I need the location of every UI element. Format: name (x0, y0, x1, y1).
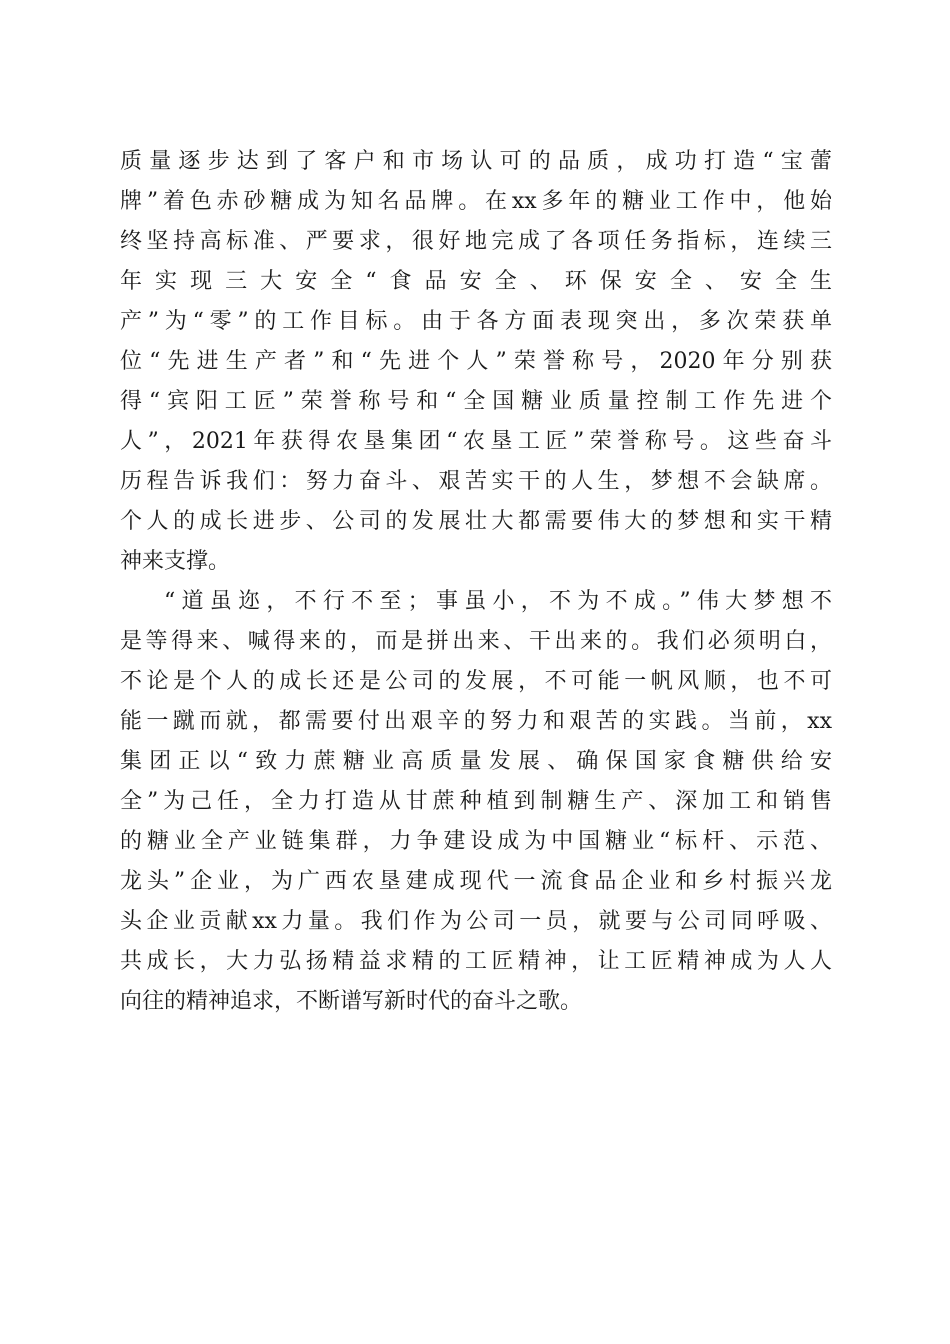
text-line: 不论是个人的成长还是公司的发展，不可能一帆风顺，也不可 (120, 669, 832, 694)
text-line: “道虽迩，不行不至；事虽小，不为不成。”伟大梦想不 (164, 589, 832, 614)
text-line: 产”为“零”的工作目标。由于各方面表现突出，多次荣获单 (120, 309, 832, 334)
text-line: 共成长，大力弘扬精益求精的工匠精神，让工匠精神成为人人 (120, 949, 832, 974)
text-line: 终坚持高标准、严要求，很好地完成了各项任务指标，连续三 (120, 229, 832, 254)
paragraph-1 (120, 142, 832, 582)
text-line: 年实现三大安全“食品安全、环保安全、安全生 (120, 269, 832, 294)
text-line: 位“先进生产者”和“先进个人”荣誉称号，2020年分别获 (120, 349, 832, 374)
text-line: 头企业贡献xx力量。我们作为公司一员，就要与公司同呼吸、 (120, 909, 832, 934)
text-line: 龙头”企业，为广西农垦建成现代一流食品企业和乡村振兴龙 (120, 869, 832, 894)
text-line: 是等得来、喊得来的，而是拼出来、干出来的。我们必须明白， (120, 629, 832, 654)
text-line: 质量逐步达到了客户和市场认可的品质，成功打造“宝蕾 (120, 149, 832, 174)
text-line: 历程告诉我们：努力奋斗、艰苦实干的人生，梦想不会缺席。 (120, 469, 832, 494)
text-line: 集团正以“致力蔗糖业高质量发展、确保国家食糖供给安 (120, 749, 832, 774)
body-text (120, 142, 832, 1022)
text-line: 的糖业全产业链集群，力争建设成为中国糖业“标杆、示范、 (120, 829, 832, 854)
text-line: 人”，2021年获得农垦集团“农垦工匠”荣誉称号。这些奋斗 (120, 429, 832, 454)
paragraph-2 (120, 582, 832, 1022)
text-line: 能一蹴而就，都需要付出艰辛的努力和艰苦的实践。当前，xx (120, 709, 832, 734)
text-line: 得“宾阳工匠”荣誉称号和“全国糖业质量控制工作先进个 (120, 389, 832, 414)
text-line: 全”为己任，全力打造从甘蔗种植到制糖生产、深加工和销售 (120, 789, 832, 814)
text-line: 向往的精神追求，不断谱写新时代的奋斗之歌。 (120, 989, 583, 1014)
text-line: 牌”着色赤砂糖成为知名品牌。在xx多年的糖业工作中，他始 (120, 189, 832, 214)
text-line: 神来支撑。 (120, 549, 231, 574)
text-line: 个人的成长进步、公司的发展壮大都需要伟大的梦想和实干精 (120, 509, 832, 534)
